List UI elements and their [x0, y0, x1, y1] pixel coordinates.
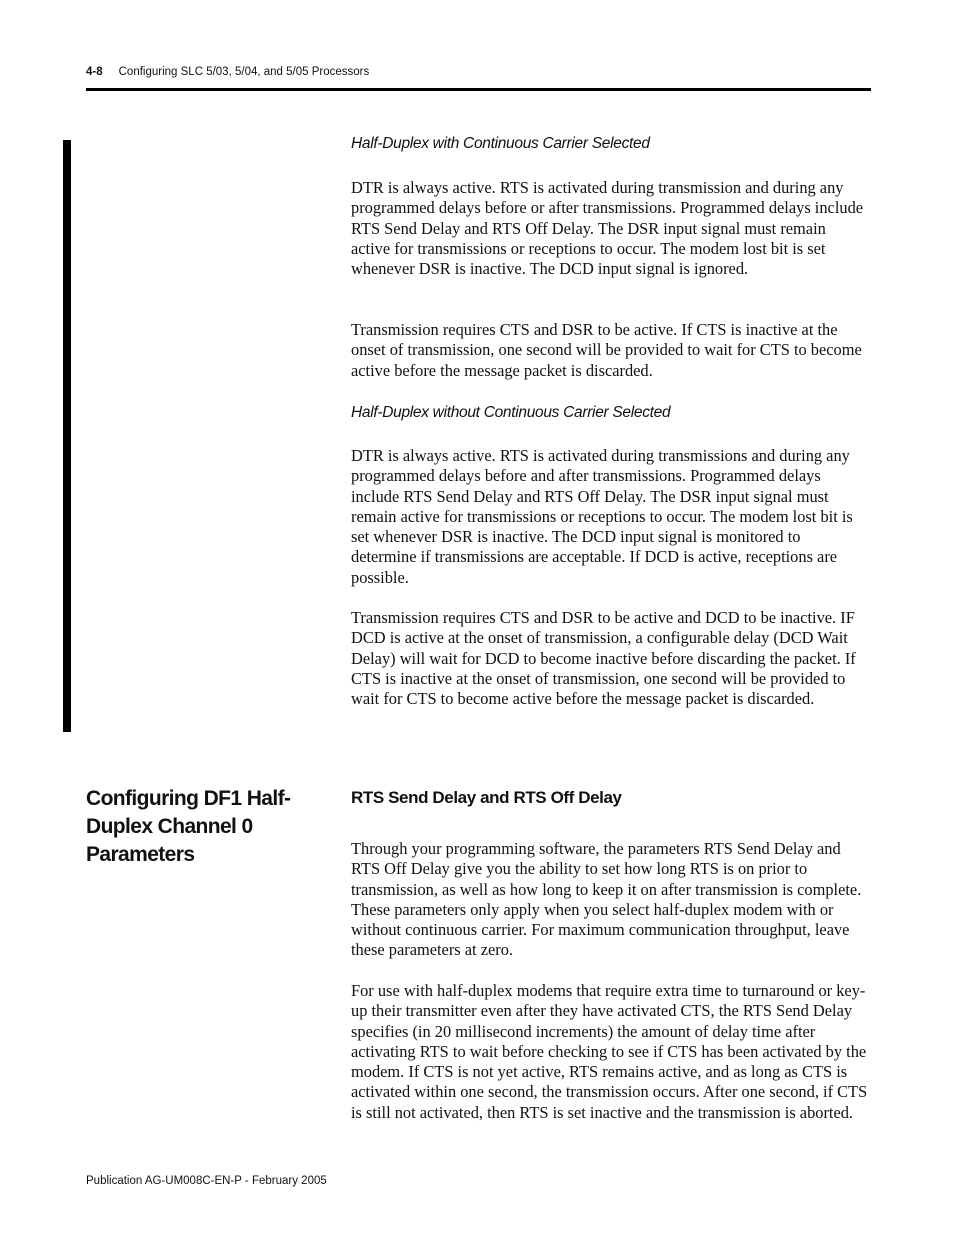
subheading-no-carrier: Half-Duplex without Continuous Carrier Selected — [351, 404, 671, 421]
change-bar — [63, 140, 71, 732]
footer-publication: Publication AG-UM008C-EN-P - February 2005 — [86, 1175, 327, 1187]
header-rule — [86, 88, 871, 91]
paragraph-no-carrier-2: Transmission requires CTS and DSR to be active and DCD to be inactive. IF DCD is active at the onset of transmission, a configurable delay (DCD Wait Delay) will wait for DCD to become inactive before discarding the packet. If CTS is inactive at the onset of transmission, one second will be provided to wait for CTS to become active before the message packet is discarded. — [351, 608, 856, 709]
paragraph-rts-2: For use with half-duplex modems that require extra time to turnaround or key-up their transmitter even after they have activated CTS, the RTS Send Delay specifies (in 20 millisecond increments) the amount of delay time after activating RTS to wait before checking to see if CTS has been activated by the modem. If CTS is not yet active, RTS remains active, and as long as CTS is activated within one second, the transmission occurs. After one second, if CTS is still not activated, then RTS is set inactive and the transmission is aborted. — [351, 981, 868, 1122]
chapter-title: Configuring SLC 5/03, 5/04, and 5/05 Processors — [118, 66, 370, 78]
subheading-no-carrier-wrap — [351, 403, 869, 423]
paragraph-no-carrier-1: DTR is always active. RTS is activated during transmissions and during any programmed delays before and after transmissions. Programmed delays include RTS Send Delay and RTS Off Delay. The DSR input signal must remain active for transmissions or receptions to occur. The modem lost bit is set whenever DSR is inactive. The DCD input signal is monitored to determine if transmissions are acceptable. If DCD is active, receptions are possible. — [351, 446, 853, 587]
paragraph-no-carrier-1-wrap — [351, 446, 869, 588]
paragraph-rts-1-wrap — [351, 839, 869, 961]
rts-subheading-wrap — [351, 787, 869, 809]
paragraph-rts-2-wrap — [351, 981, 869, 1123]
paragraph-continuous-1-wrap — [351, 178, 869, 279]
paragraph-rts-1: Through your programming software, the parameters RTS Send Delay and RTS Off Delay give you the ability to set how long RTS is on prior to transmission, as well as how long to keep it on after transmission is complete. These parameters only apply when you select half-duplex modem with or without continuous carrier. For maximum communication throughput, leave these parameters at zero. — [351, 839, 862, 960]
subheading-continuous-carrier-wrap — [351, 134, 869, 154]
paragraph-no-carrier-2-wrap — [351, 608, 869, 709]
paragraph-continuous-2: Transmission requires CTS and DSR to be active. If CTS is inactive at the onset of transmission, one second will be provided to wait for CTS to become active before the message packet is discarded. — [351, 320, 862, 380]
section-title: Configuring DF1 Half-Duplex Channel 0 Parameters — [86, 787, 291, 866]
page-number: 4-8 — [86, 66, 103, 78]
paragraph-continuous-2-wrap — [351, 320, 869, 381]
paragraph-continuous-1: DTR is always active. RTS is activated during transmission and during any programmed delays before or after transmissions. Programmed delays include RTS Send Delay and RTS Off Delay. The DSR input signal must remain active for transmissions or receptions to occur. The modem lost bit is set whenever DSR is inactive. The DCD input signal is ignored. — [351, 178, 864, 279]
running-header — [86, 66, 369, 78]
rts-subheading: RTS Send Delay and RTS Off Delay — [351, 788, 622, 807]
subheading-continuous-carrier: Half-Duplex with Continuous Carrier Selected — [351, 135, 650, 152]
